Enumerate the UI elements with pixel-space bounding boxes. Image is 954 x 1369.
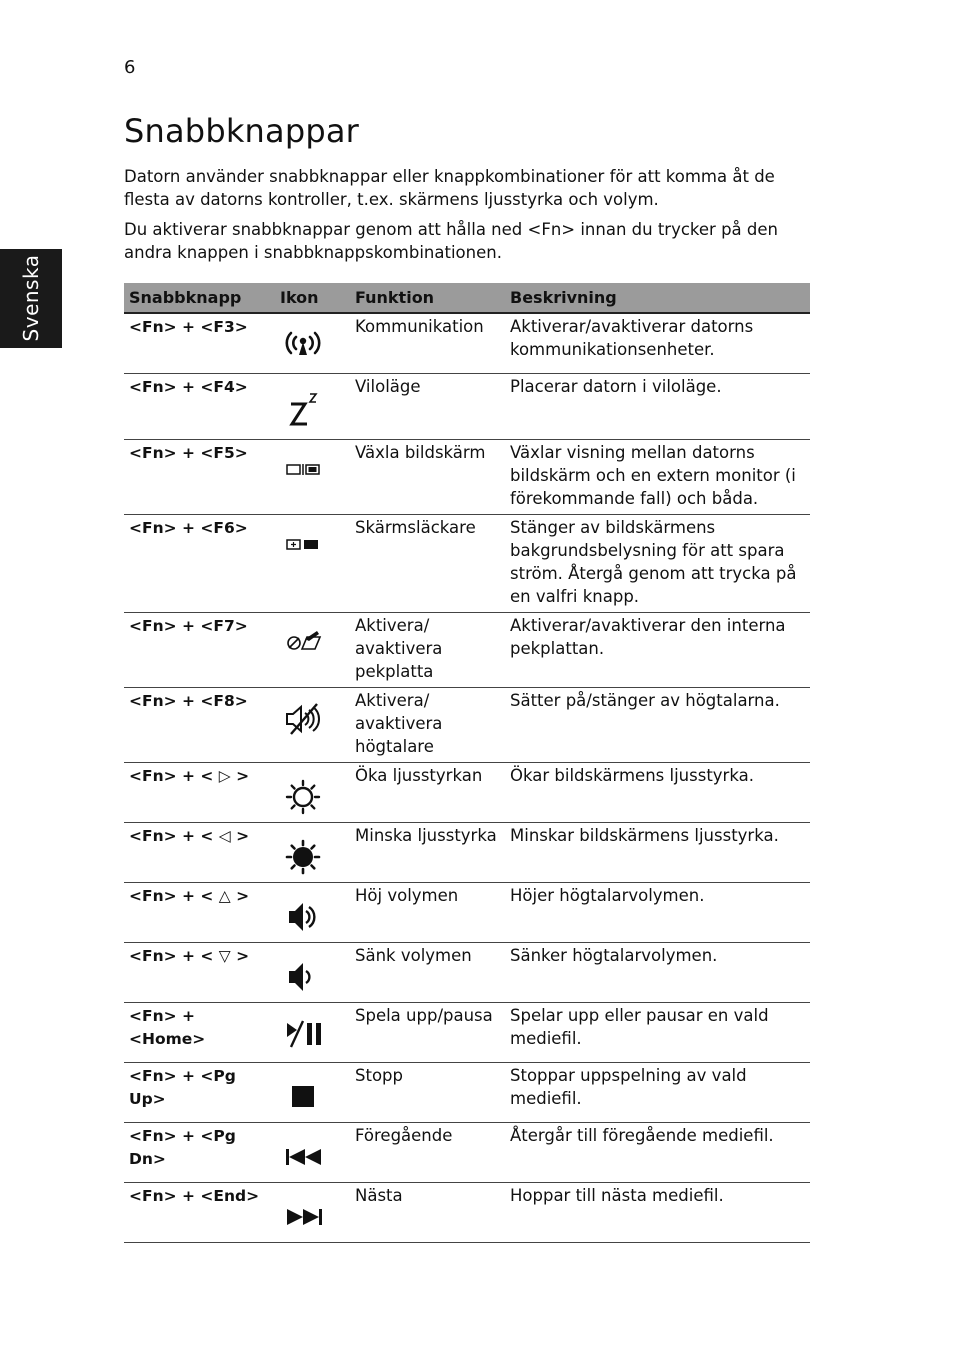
description-cell: Aktiverar/avaktiverar datorns kommunikationsenheter. bbox=[505, 313, 810, 373]
icon-cell bbox=[275, 762, 350, 822]
header-beskrivning: Beskrivning bbox=[505, 283, 810, 313]
description-cell: Placerar datorn i viloläge. bbox=[505, 373, 810, 439]
table-row bbox=[124, 514, 810, 612]
volume-up-icon bbox=[283, 897, 323, 937]
table-row bbox=[124, 612, 810, 687]
language-side-tab-label: Svenska bbox=[19, 254, 43, 342]
language-side-tab bbox=[0, 249, 62, 348]
table-row bbox=[124, 373, 810, 439]
description-cell: Hoppar till nästa mediefil. bbox=[505, 1182, 810, 1242]
table-row bbox=[124, 942, 810, 1002]
icon-cell bbox=[275, 439, 350, 514]
hotkey-cell: <Fn> + < △ > bbox=[124, 882, 275, 942]
icon-cell bbox=[275, 882, 350, 942]
play-pause-icon bbox=[283, 1017, 327, 1051]
brightness-up-icon bbox=[283, 777, 323, 817]
description-cell: Ökar bildskärmens ljusstyrka. bbox=[505, 762, 810, 822]
hotkey-cell: <Fn> + <End> bbox=[124, 1182, 275, 1242]
icon-cell bbox=[275, 942, 350, 1002]
icon-cell bbox=[275, 687, 350, 762]
function-cell: Höj volymen bbox=[350, 882, 505, 942]
page-title: Snabbknappar bbox=[124, 112, 360, 150]
icon-cell bbox=[275, 1002, 350, 1062]
display-toggle-icon bbox=[283, 454, 323, 484]
icon-cell bbox=[275, 514, 350, 612]
table-row bbox=[124, 687, 810, 762]
function-cell: Öka ljusstyrkan bbox=[350, 762, 505, 822]
icon-cell bbox=[275, 373, 350, 439]
function-cell: Minska ljusstyrka bbox=[350, 822, 505, 882]
table-row bbox=[124, 439, 810, 514]
volume-down-icon bbox=[283, 957, 323, 997]
touchpad-toggle-icon bbox=[283, 627, 323, 657]
function-cell: Aktivera/ avaktivera högtalare bbox=[350, 687, 505, 762]
intro-paragraph-2: Du aktiverar snabbknappar genom att hålla ned <Fn> innan du trycker på den andra knappen i snabbknappskombinationen. bbox=[124, 220, 778, 262]
screen-blank-icon bbox=[283, 529, 323, 559]
next-track-icon bbox=[283, 1197, 329, 1237]
sleep-icon bbox=[283, 388, 323, 428]
intro-paragraph-1: Datorn använder snabbknappar eller knappkombinationer för att komma åt de flesta av datorns kontroller, t.ex. skärmens ljusstyrka och volym. bbox=[124, 167, 775, 209]
table-header-row bbox=[124, 283, 810, 313]
description-cell: Sänker högtalarvolymen. bbox=[505, 942, 810, 1002]
function-cell: Aktivera/ avaktivera pekplatta bbox=[350, 612, 505, 687]
table-row bbox=[124, 1062, 810, 1122]
hotkey-cell: <Fn> + <Home> bbox=[124, 1002, 275, 1062]
icon-cell bbox=[275, 822, 350, 882]
function-cell: Viloläge bbox=[350, 373, 505, 439]
hotkey-cell: <Fn> + < ▽ > bbox=[124, 942, 275, 1002]
function-cell: Skärmsläckare bbox=[350, 514, 505, 612]
icon-cell bbox=[275, 612, 350, 687]
table-row bbox=[124, 882, 810, 942]
hotkey-cell: <Fn> + <F5> bbox=[124, 439, 275, 514]
description-cell: Växlar visning mellan datorns bildskärm och en extern monitor (i förekommande fall) och båda. bbox=[505, 439, 810, 514]
wireless-communication-icon bbox=[283, 328, 323, 362]
function-cell: Nästa bbox=[350, 1182, 505, 1242]
hotkey-cell: <Fn> + <Pg Dn> bbox=[124, 1122, 275, 1182]
hotkey-cell: <Fn> + <F7> bbox=[124, 612, 275, 687]
hotkey-cell: <Fn> + <F8> bbox=[124, 687, 275, 762]
table-row bbox=[124, 1122, 810, 1182]
description-cell: Aktiverar/avaktiverar den interna pekplattan. bbox=[505, 612, 810, 687]
speaker-mute-icon bbox=[283, 702, 323, 736]
hotkey-cell: <Fn> + <F6> bbox=[124, 514, 275, 612]
function-cell: Föregående bbox=[350, 1122, 505, 1182]
table-row bbox=[124, 1182, 810, 1242]
hotkey-table bbox=[124, 283, 810, 1243]
function-cell: Kommunikation bbox=[350, 313, 505, 373]
header-snabbknapp: Snabbknapp bbox=[124, 283, 275, 313]
hotkey-cell: <Fn> + <F4> bbox=[124, 373, 275, 439]
icon-cell bbox=[275, 313, 350, 373]
hotkey-cell: <Fn> + < ◁ > bbox=[124, 822, 275, 882]
hotkey-cell: <Fn> + <Pg Up> bbox=[124, 1062, 275, 1122]
brightness-down-icon bbox=[283, 837, 323, 877]
table-row bbox=[124, 762, 810, 822]
function-cell: Växla bildskärm bbox=[350, 439, 505, 514]
description-cell: Stänger av bildskärmens bakgrundsbelysning för att spara ström. Återgå genom att trycka på en valfri knapp. bbox=[505, 514, 810, 612]
previous-track-icon bbox=[283, 1137, 329, 1177]
table-row bbox=[124, 822, 810, 882]
header-funktion: Funktion bbox=[350, 283, 505, 313]
hotkey-cell: <Fn> + <F3> bbox=[124, 313, 275, 373]
icon-cell bbox=[275, 1182, 350, 1242]
description-cell: Spelar upp eller pausar en vald mediefil. bbox=[505, 1002, 810, 1062]
function-cell: Spela upp/pausa bbox=[350, 1002, 505, 1062]
header-ikon: Ikon bbox=[275, 283, 350, 313]
description-cell: Höjer högtalarvolymen. bbox=[505, 882, 810, 942]
hotkey-cell: <Fn> + < ▷ > bbox=[124, 762, 275, 822]
description-cell: Återgår till föregående mediefil. bbox=[505, 1122, 810, 1182]
function-cell: Stopp bbox=[350, 1062, 505, 1122]
table-row bbox=[124, 313, 810, 373]
page-number: 6 bbox=[124, 57, 136, 78]
description-cell: Stoppar uppspelning av vald mediefil. bbox=[505, 1062, 810, 1122]
description-cell: Minskar bildskärmens ljusstyrka. bbox=[505, 822, 810, 882]
description-cell: Sätter på/stänger av högtalarna. bbox=[505, 687, 810, 762]
icon-cell bbox=[275, 1122, 350, 1182]
icon-cell bbox=[275, 1062, 350, 1122]
function-cell: Sänk volymen bbox=[350, 942, 505, 1002]
stop-icon bbox=[283, 1077, 323, 1117]
table-row bbox=[124, 1002, 810, 1062]
